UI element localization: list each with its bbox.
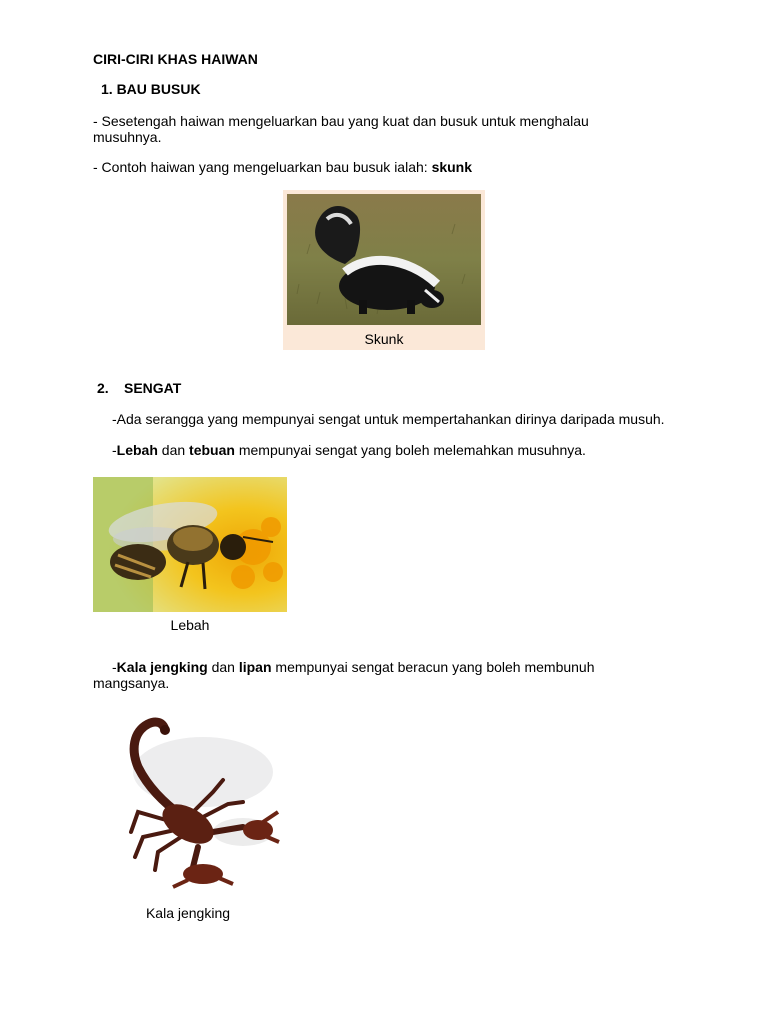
section-heading-bau-busuk: 1. BAU BUSUK: [101, 81, 201, 97]
paragraph-kala-rest: mempunyai sengat beracun yang boleh membunuh: [271, 659, 595, 675]
scorpion-caption: Kala jengking: [145, 905, 231, 921]
paragraph-kala-line2: mangsanya.: [93, 675, 170, 691]
paragraph-sengat-intro: -Ada serangga yang mempunyai sengat untuk mempertahankan dirinya daripada musuh.: [112, 411, 665, 427]
paragraph-lebah-tebuan: [112, 442, 586, 458]
skunk-figure: [283, 190, 485, 350]
paragraph-bau-busuk-line2: musuhnya.: [93, 129, 162, 145]
page-title: CIRI-CIRI KHAS HAIWAN: [93, 51, 258, 67]
section-heading-sengat: SENGAT: [124, 380, 182, 396]
paragraph-kala-jengking-lipan: [112, 659, 595, 675]
connector-text: dan: [207, 659, 239, 675]
section-number-sengat: 2.: [97, 380, 109, 396]
paragraph-skunk-example: [93, 159, 472, 175]
bee-image: [93, 477, 287, 612]
bee-caption: Lebah: [170, 617, 210, 633]
paragraph-lebah-rest: mempunyai sengat yang boleh melemahkan musuhnya.: [234, 442, 586, 458]
lebah-bold: Lebah: [116, 442, 158, 458]
skunk-bold: skunk: [431, 159, 473, 175]
skunk-caption: Skunk: [364, 331, 404, 347]
lipan-bold: lipan: [238, 659, 272, 675]
dash: -: [112, 442, 117, 458]
scorpion-image: [93, 712, 283, 892]
paragraph-skunk-text: - Contoh haiwan yang mengeluarkan bau busuk ialah:: [93, 159, 432, 175]
tebuan-bold: tebuan: [189, 442, 235, 458]
dash: -: [112, 659, 117, 675]
kala-jengking-bold: Kala jengking: [116, 659, 208, 675]
connector-text: dan: [157, 442, 190, 458]
paragraph-bau-busuk-line1: - Sesetengah haiwan mengeluarkan bau yang kuat dan busuk untuk menghalau: [93, 113, 589, 129]
skunk-image: [287, 194, 481, 325]
